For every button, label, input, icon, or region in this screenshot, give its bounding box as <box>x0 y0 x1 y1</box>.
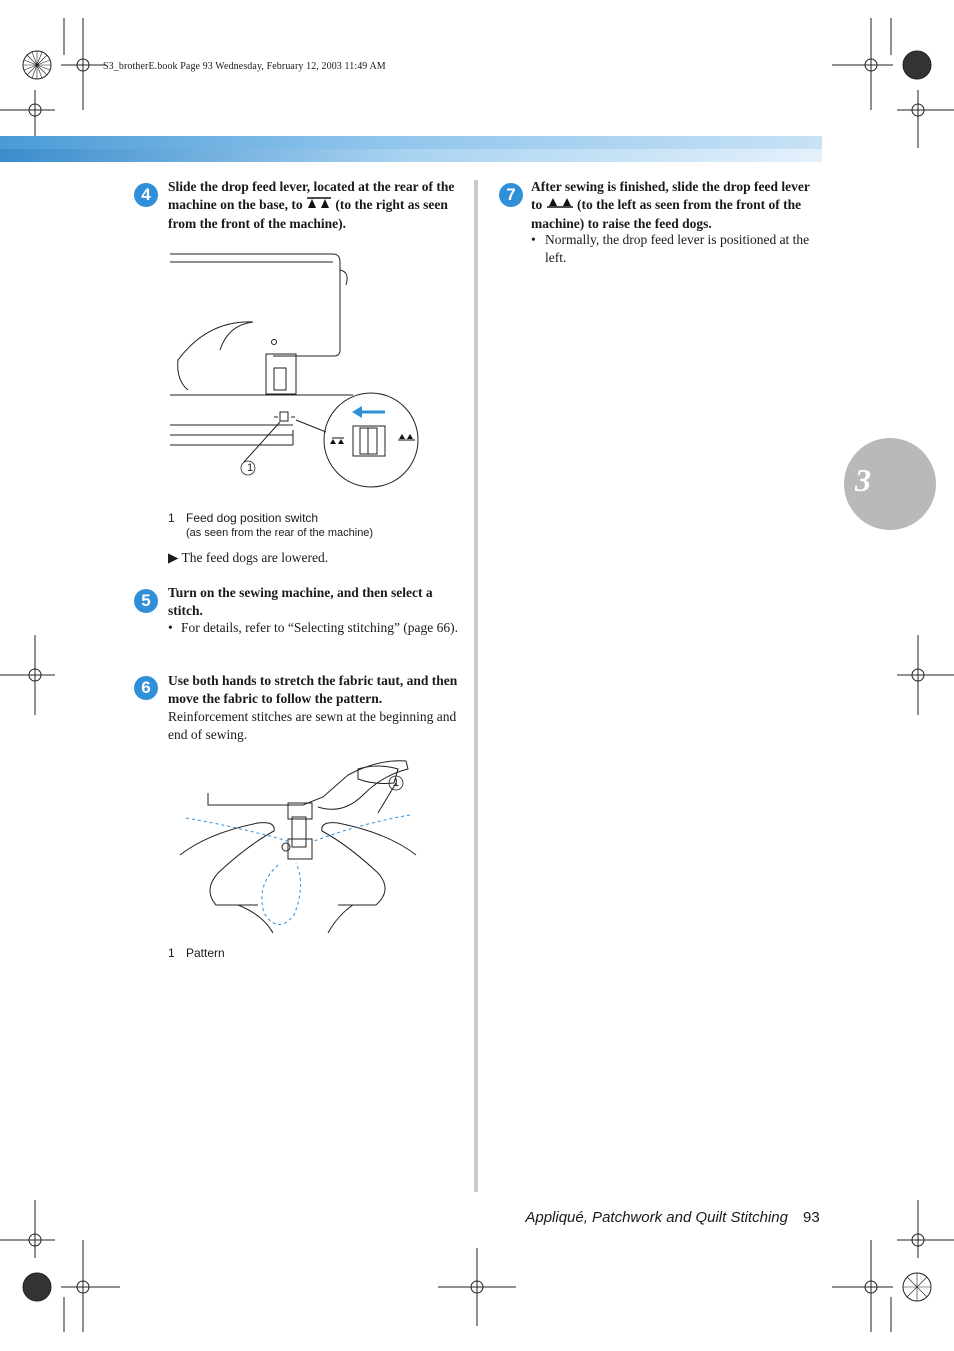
caption-number: 1 <box>168 946 175 960</box>
step-number-badge: 6 <box>134 676 158 700</box>
step-number-badge: 5 <box>134 589 158 613</box>
step-7-text-b: (to the left as seen from the front of the machine) to raise the feed dogs. <box>531 196 802 232</box>
step-6-instruction: Use both hands to stretch the fabric taut, and then move the fabric to follow the pattern. <box>168 673 458 706</box>
step-7-instruction <box>531 178 821 233</box>
step-4-instruction <box>168 178 460 233</box>
column-divider <box>474 180 478 1192</box>
step-7-bullet-text: Normally, the drop feed lever is positioned at the left. <box>545 232 810 265</box>
figure-callout-number: 1 <box>392 777 400 789</box>
step-number-badge: 4 <box>134 183 158 207</box>
result-text: The feed dogs are lowered. <box>181 550 329 565</box>
step-7-bullet: • Normally, the drop feed lever is positioned at the left. <box>531 231 821 267</box>
caption-feed-dog-switch: Feed dog position switch <box>186 511 319 525</box>
result-arrow-icon: ▶ <box>168 550 179 565</box>
stretch-fabric-illustration <box>178 755 418 940</box>
feed-dog-switch-illustration <box>168 250 423 490</box>
page-number: 93 <box>803 1209 820 1226</box>
step-number-badge: 7 <box>499 183 523 207</box>
step-5-bullet: • For details, refer to “Selecting stitching” (page 66). <box>168 620 459 635</box>
caption-feed-dog-switch-note: (as seen from the rear of the machine) <box>186 527 374 539</box>
feed-dogs-lowered-icon <box>306 196 332 215</box>
step-5-instruction: Turn on the sewing machine, and then select a stitch. <box>168 585 433 618</box>
step-7-text-a: After sewing is finished, slide the drop feed lever to <box>531 179 810 212</box>
result-line <box>168 549 328 567</box>
step-6-body: Reinforcement stitches are sewn at the beginning and end of sewing. <box>168 709 457 742</box>
caption-number: 1 <box>168 511 175 525</box>
chapter-number: 3 <box>855 462 871 498</box>
step-4-text-b: (to the right as seen from the front of the machine). <box>168 196 448 232</box>
step-5-bullet-text: For details, refer to “Selecting stitching” (page 66). <box>181 620 459 635</box>
feed-dogs-raised-icon <box>546 196 574 215</box>
step-4-text-a: Slide the drop feed lever, located at the rear of the machine on the base, to <box>168 179 455 212</box>
file-info-header: S3_brotherE.book Page 93 Wednesday, February 12, 2003 11:49 AM <box>103 61 386 72</box>
caption-pattern: Pattern <box>186 946 225 960</box>
figure-callout-number: 1 <box>246 462 254 474</box>
header-color-bar <box>0 136 822 162</box>
footer-section-title: Appliqué, Patchwork and Quilt Stitching <box>525 1209 788 1226</box>
